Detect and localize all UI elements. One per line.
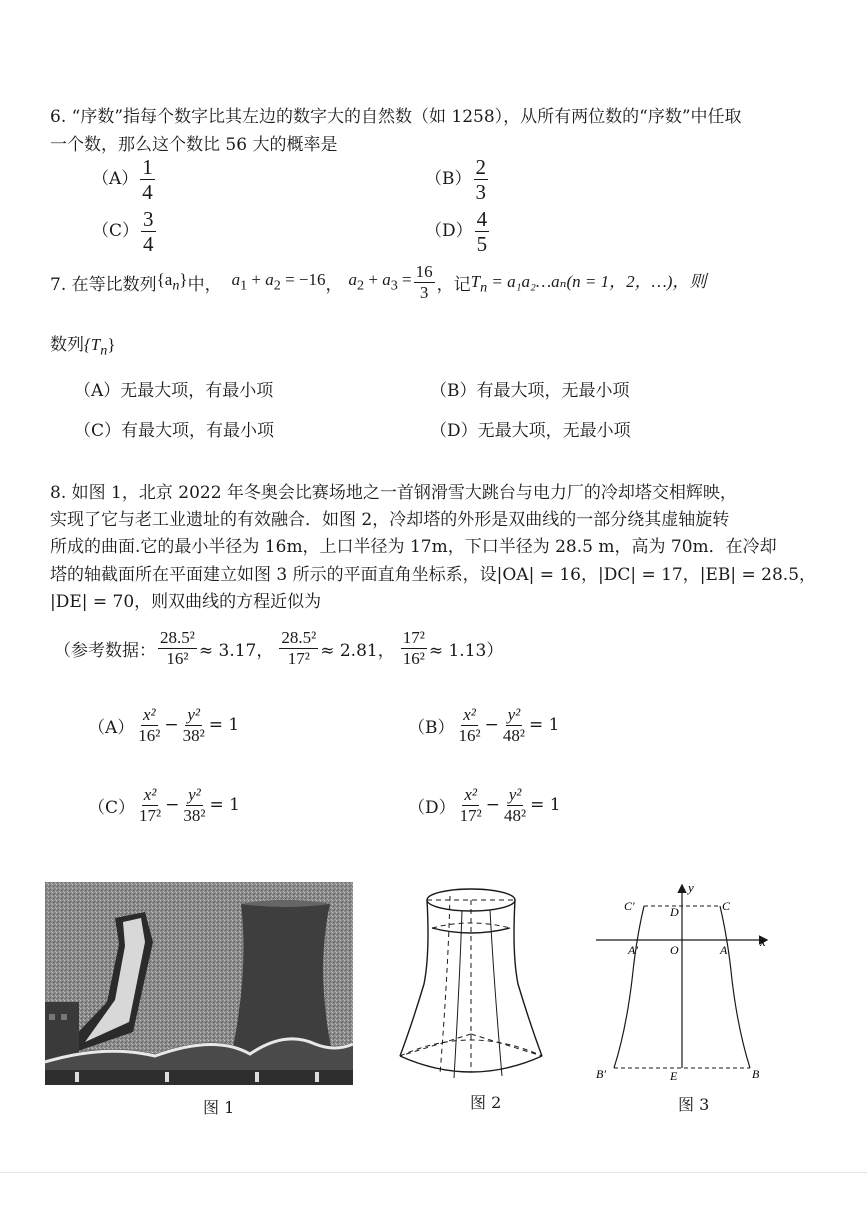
- fig3-label-a: A: [720, 943, 728, 957]
- q8-stem-line2: 实现了它与老工业遗址的有效融合．如图 2，冷却塔的外形是双曲线的一部分绕其虚轴旋转: [50, 510, 730, 530]
- fig3-label-d: D: [670, 905, 679, 919]
- q6-stem-line2: 一个数，那么这个数比 56 大的概率是: [50, 135, 338, 155]
- right-branch: [720, 906, 750, 1068]
- cooling-tower-shape: [231, 900, 333, 1057]
- right-profile: [514, 900, 542, 1056]
- q7-option-c: （C）有最大项，有最小项: [74, 421, 275, 441]
- fig3-label-c: C: [722, 899, 731, 913]
- q8-option-d: （D） $\frac{\text{x²}}{\text{17²}}$ − $\frac{\text{y²}}{\text{48²}}$ = 1: [408, 785, 561, 825]
- q7-option-a: （A）无最大项，有最小项: [74, 381, 274, 401]
- q6-option-d: （D） $\frac{4}{5}$: [425, 207, 488, 257]
- q7-stem-line1: 7. 在等比数列 $\{a_n\}$ 中， $a_1 + a_2 = -16$ ， $a_2 + a_3$ = $\frac{16}{3}$ ，记 $T_n$ = a₁a₂…aₙ(n = 1，2，…)，则: [50, 262, 707, 302]
- fig3-label-a-prime: A′: [628, 943, 638, 957]
- fig3-label-e: E: [670, 1069, 678, 1083]
- q8-option-c: （C） $\frac{\text{x²}}{\text{17²}}$ − $\frac{\text{y²}}{\text{38²}}$ = 1: [88, 785, 240, 825]
- figure-2-caption: 图 2: [470, 1093, 502, 1112]
- q7-option-d: （D）无最大项，无最小项: [430, 421, 631, 441]
- q7-option-b: （B）有最大项，无最小项: [430, 381, 630, 401]
- q8-stem-line4: 塔的轴截面所在平面建立如图 3 所示的平面直角坐标系，设|OA| = 16，|DC| = 17，|EB| = 28.5，: [50, 565, 817, 585]
- fig3-label-x: x: [760, 934, 766, 949]
- fig3-label-b-prime: B′: [596, 1067, 606, 1081]
- figure-2-hyperboloid: [390, 884, 550, 1089]
- q7-stem-line2: 数列$\{T_n\}$: [50, 335, 116, 359]
- figure-1-caption: 图 1: [203, 1098, 235, 1117]
- q6-option-a: （A） $\frac{1}{4}$: [92, 155, 153, 205]
- q8-option-a: （A） $\frac{\text{x²}}{\text{16²}}$ − $\frac{\text{y²}}{\text{38²}}$ = 1: [88, 705, 240, 745]
- q8-option-b: （B） $\frac{\text{x²}}{\text{16²}}$ − $\frac{\text{y²}}{\text{48²}}$ = 1: [408, 705, 560, 745]
- left-profile: [400, 900, 428, 1056]
- q8-stem-line1: 8. 如图 1，北京 2022 年冬奥会比赛场地之一首钢滑雪大跳台与电力厂的冷却塔交相辉映，: [50, 483, 737, 503]
- fig3-label-b: B: [752, 1067, 760, 1081]
- q8-stem-line3: 所成的曲面.它的最小半径为 16m，上口半径为 17m，下口半径为 28.5 m，高为 70m．在冷却: [50, 537, 777, 557]
- fig3-label-c-prime: C′: [624, 899, 635, 913]
- q8-reference-data: （参考数据： $\frac{\text{28.5²}}{\text{16²}}$ ≈ 3.17， $\frac{\text{28.5²}}{\text{17²}}$ ≈ 2.81， $\frac{\text{17²}}{\text{16²}}$ ≈ 1.13）: [54, 628, 504, 668]
- q6-stem-line1: 6. “序数”指每个数字比其左边的数字大的自然数（如 1258），从所有两位数的“序数”中任取: [50, 107, 742, 127]
- fig3-label-o: O: [670, 943, 679, 957]
- figure-3-caption: 图 3: [678, 1095, 710, 1114]
- figure-1-photo: [45, 882, 353, 1085]
- q6-option-b: （B） $\frac{2}{3}$: [425, 155, 486, 205]
- fig3-label-y: y: [688, 880, 694, 895]
- left-branch: [614, 906, 644, 1068]
- q8-stem-line5: |DE| = 70，则双曲线的方程近似为: [50, 592, 322, 612]
- page-bottom-divider: [0, 1172, 867, 1173]
- figure-3-coordinate-diagram: [592, 880, 772, 1085]
- q6-option-c: （C） $\frac{3}{4}$: [92, 207, 154, 257]
